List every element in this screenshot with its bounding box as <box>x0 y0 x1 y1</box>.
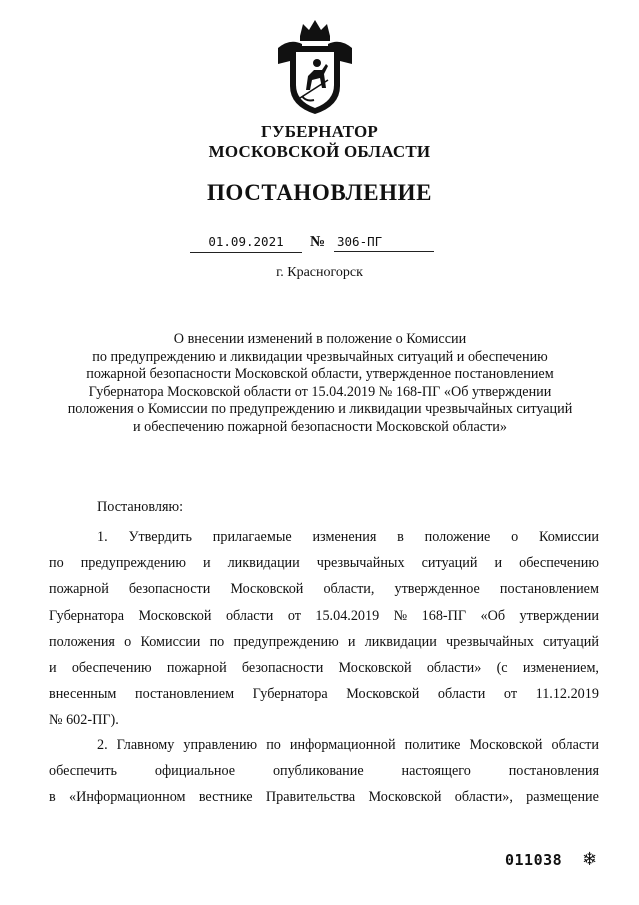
paragraph-line <box>49 681 599 707</box>
word: изменением, <box>522 660 599 677</box>
word: в <box>49 789 56 806</box>
word: по <box>266 737 281 753</box>
word: постановлением <box>499 581 599 598</box>
word: постановления <box>508 763 599 780</box>
subject-line: О внесении изменений в положение о Комиссии <box>173 331 467 347</box>
word: и <box>202 555 211 572</box>
form-serial-number: 011038 <box>505 851 563 869</box>
paragraph-line <box>49 524 599 550</box>
word: Правительства <box>265 789 356 806</box>
word: области», <box>454 789 513 806</box>
word: «Информационном <box>68 789 186 806</box>
paragraph-line <box>49 603 599 629</box>
word: настоящего <box>401 763 471 780</box>
word: изменения <box>312 529 377 545</box>
word: области, <box>323 581 375 598</box>
word: Комиссии <box>140 633 201 650</box>
word: области <box>225 607 274 624</box>
word: утверждении <box>519 607 599 624</box>
paragraph-line <box>49 629 599 655</box>
word: ситуаций <box>543 633 599 650</box>
word: Утвердить <box>128 529 192 545</box>
word: чрезвычайных <box>316 555 405 572</box>
word: «Об <box>480 607 506 624</box>
issuer-title-line1: ГУБЕРНАТОР <box>261 122 378 141</box>
subject-line: пожарной безопасности Московской области, утвержденное постановлением <box>86 366 554 383</box>
word: о <box>511 529 519 545</box>
word: Московской <box>230 581 304 598</box>
paragraph-line: № 602-ПГ). <box>49 712 119 729</box>
word: Комиссии <box>539 529 599 545</box>
word: Губернатора <box>49 607 125 624</box>
word: 2. <box>97 737 108 753</box>
paragraph-1 <box>49 524 599 734</box>
paragraph-line <box>49 550 599 576</box>
word: вестнике <box>198 789 253 806</box>
word: обеспечению <box>71 660 152 677</box>
word: предупреждению <box>233 633 339 650</box>
word: пожарной <box>166 660 227 677</box>
word: и <box>347 633 356 650</box>
word: по <box>49 555 64 572</box>
word: области <box>551 737 599 753</box>
issuer-title-line2: МОСКОВСКОЙ ОБЛАСТИ <box>208 142 431 161</box>
word: положения <box>49 633 115 650</box>
document-subject <box>40 331 600 437</box>
word: (с <box>496 660 508 677</box>
word: Московской <box>346 686 420 703</box>
word: 168-ПГ <box>421 607 467 624</box>
word: Московской <box>368 789 442 806</box>
word: пожарной <box>49 581 109 598</box>
word: обеспечению <box>519 555 599 572</box>
document-type: ПОСТАНОВЛЕНИЕ <box>206 180 433 205</box>
word: информационной <box>289 737 396 753</box>
word: постановлением <box>135 686 235 703</box>
word: по <box>209 633 225 650</box>
word: безопасности <box>241 660 324 677</box>
coat-of-arms-emblem <box>270 18 360 118</box>
document-number: 306-ПГ <box>334 232 434 252</box>
word: внесенным <box>49 686 117 703</box>
word: опубликование <box>272 763 364 780</box>
decree-intro: Постановляю: <box>97 499 184 515</box>
word: № <box>393 607 408 624</box>
word: Московской <box>138 607 212 624</box>
word: положение <box>424 529 491 545</box>
word: Московской <box>469 737 543 753</box>
word: чрезвычайных <box>446 633 534 650</box>
number-sign: № <box>310 234 326 250</box>
word: Губернатора <box>252 686 328 703</box>
document-date: 01.09.2021 <box>190 232 302 253</box>
word: обеспечить <box>49 763 118 780</box>
word: 15.04.2019 <box>315 607 380 624</box>
subject-line: положения о Комиссии по предупреждению и ликвидации чрезвычайных ситуаций <box>67 401 573 418</box>
word: прилагаемые <box>212 529 292 545</box>
paragraph-line <box>49 784 599 810</box>
paragraph-line <box>49 655 599 681</box>
word: области <box>437 686 486 703</box>
subject-line: по предупреждению и ликвидации чрезвычайных ситуаций и обеспечению <box>92 348 548 365</box>
word: политике <box>404 737 461 753</box>
paragraph-line <box>49 576 599 602</box>
city-line: г. Красногорск <box>276 265 363 280</box>
paragraph-line <box>49 758 599 784</box>
snowflake-mark-icon: ❄ <box>582 849 598 870</box>
word: и <box>494 555 503 572</box>
subject-line: Губернатора Московской области от 15.04.2019 № 168-ПГ «Об утверждении <box>88 383 552 400</box>
word: 1. <box>97 529 108 545</box>
date-number-row <box>0 232 639 254</box>
word: и <box>49 660 57 677</box>
word: области» <box>426 660 482 677</box>
word: от <box>287 607 301 624</box>
word: размещение <box>526 789 599 806</box>
paragraph-line <box>49 732 599 758</box>
word: управлению <box>183 737 258 753</box>
word: Главному <box>116 737 175 753</box>
word: ликвидации <box>227 555 300 572</box>
word: 11.12.2019 <box>535 686 599 703</box>
word: официальное <box>154 763 236 780</box>
word: ситуаций <box>421 555 478 572</box>
word: Московской <box>338 660 412 677</box>
word: предупреждению <box>80 555 186 572</box>
word: безопасности <box>128 581 211 598</box>
paragraph-2 <box>49 732 599 811</box>
word: в <box>397 529 404 545</box>
word: о <box>124 633 132 650</box>
word: ликвидации <box>364 633 437 650</box>
word: утвержденное <box>394 581 480 598</box>
word: от <box>503 686 518 703</box>
subject-line: и обеспечению пожарной безопасности Московской области» <box>133 418 507 435</box>
